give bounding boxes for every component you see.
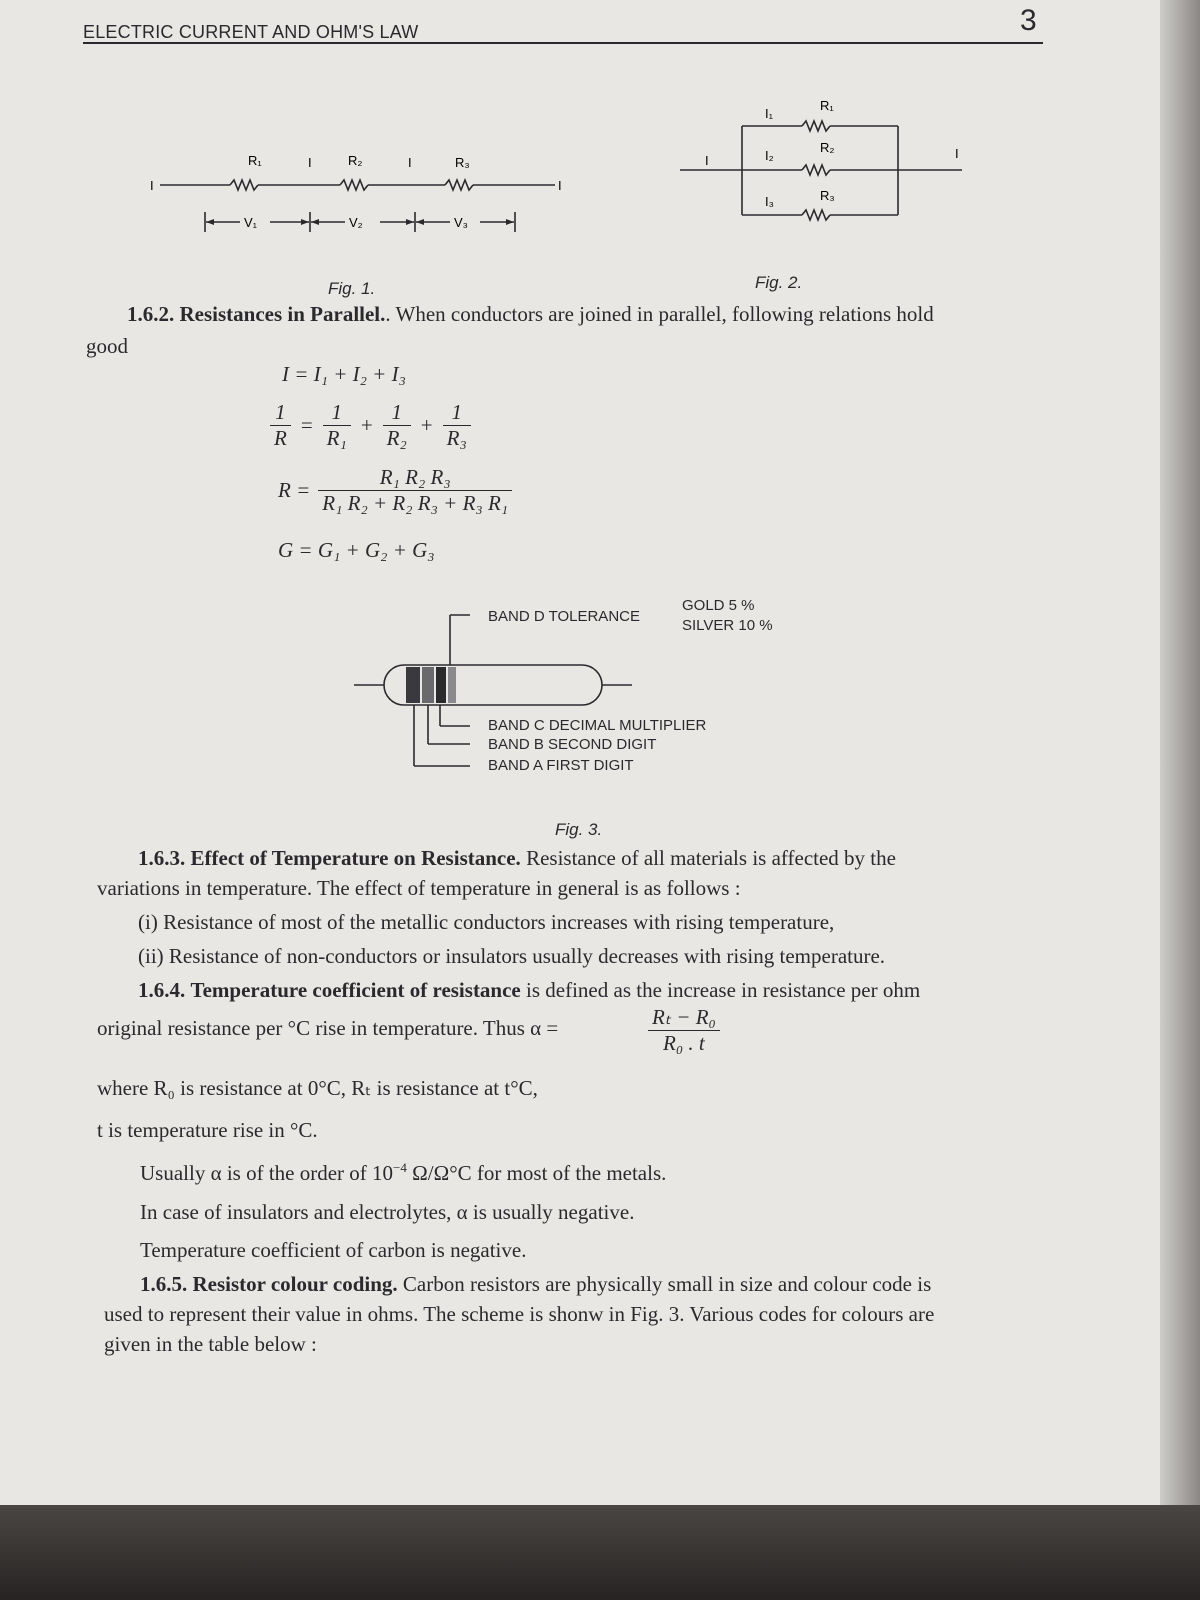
section-163-item-1: (i) Resistance of most of the metallic conductors increases with rising temperature, [138, 910, 835, 934]
eq3-fraction [318, 465, 512, 516]
tolerance-silver-label: SILVER 10 % [682, 617, 773, 634]
resistor-r3-parallel-symbol [802, 210, 830, 220]
eq2-t2-num: 1 [383, 400, 411, 426]
section-165-text-3: given in the table below : [104, 1332, 317, 1356]
fig2-i3-label: I₃ [765, 194, 774, 209]
fig2-i1-label: I₁ [765, 106, 773, 121]
eq2-t2-den: R₂ [386, 426, 407, 450]
eq3-denominator: R₁ R₂ + R₂ R₃ + R₃ R₁ [322, 491, 509, 515]
header-rule [83, 42, 1043, 44]
fig2-i2-label: I₂ [765, 148, 774, 163]
eq3-lhs: R = [278, 478, 311, 502]
usual-alpha-unit: Ω/Ω°C for most of the metals. [406, 1161, 667, 1185]
fig2-r1-label: R₁ [820, 98, 834, 113]
fig1-current-out-label: I [558, 178, 562, 193]
resistor-r1-parallel-symbol [802, 121, 830, 131]
section-165-number: 1.6.5. [140, 1272, 188, 1296]
eq2-term1-fraction [323, 400, 351, 451]
fig1-current-label-2: I [408, 155, 412, 170]
equation-conductance-sum: G = G₁ + G₂ + G₃ [278, 538, 435, 562]
resistor-r1-symbol [230, 180, 258, 190]
section-164-text-1: is defined as the increase in resistance per ohm [520, 978, 921, 1002]
section-163-number: 1.6.3. [138, 846, 186, 870]
section-163-title: Effect of Temperature on Resistance. [190, 846, 521, 870]
band-b-stripe [422, 667, 434, 703]
section-162-text: . When conductors are joined in parallel, following relations hold [385, 302, 934, 326]
section-162-title: Resistances in Parallel. [179, 302, 386, 326]
fig1-caption: Fig. 1. [328, 279, 376, 298]
fig2-r2-label: R₂ [820, 140, 835, 155]
section-164-number: 1.6.4. [138, 978, 186, 1002]
running-title: ELECTRIC CURRENT AND OHM'S LAW [83, 22, 419, 42]
fig2-caption: Fig. 2. [755, 273, 803, 292]
page-number: 3 [1020, 4, 1037, 37]
tolerance-gold-label: GOLD 5 % [682, 597, 755, 614]
section-162-number: 1.6.2. [127, 302, 175, 326]
eq2-lhs-fraction [270, 400, 291, 451]
band-a-stripe [406, 667, 420, 703]
section-164-text-2: original resistance per °C rise in temperature. Thus α = [97, 1016, 559, 1040]
alpha-denominator: R₀ . t [663, 1031, 705, 1055]
band-c-stripe [436, 667, 446, 703]
eq2-t1-den: R₁ [326, 426, 347, 450]
temperature-rise-line: t is temperature rise in °C. [97, 1118, 318, 1142]
resistor-r2-parallel-symbol [802, 165, 830, 175]
eq2-term2-fraction [383, 400, 411, 451]
fig1-r3-label: R₃ [455, 155, 470, 170]
fig3-caption: Fig. 3. [555, 820, 603, 839]
resistor-r3-symbol [445, 180, 473, 190]
equation-reciprocal-resistance: $\frac{1}{R}$ = $\frac{1}{\text{R₁}}$ + $\frac{1}{\text{R₂}}$ + $\frac{1}{\text{R₃}}$ [270, 400, 471, 451]
eq2-term3-fraction [443, 400, 471, 451]
usual-alpha-line [140, 1160, 666, 1186]
alpha-formula-fraction [648, 1005, 720, 1056]
section-163-item-2: (ii) Resistance of non-conductors or insulators usually decreases with rising temperature. [138, 944, 886, 968]
eq2-t1-num: 1 [323, 400, 351, 426]
eq2-t3-den: R₃ [446, 426, 467, 450]
section-164-title: Temperature coefficient of resistance [190, 978, 521, 1002]
page-edge-shadow [1160, 0, 1200, 1510]
section-165-line-1 [140, 1272, 931, 1297]
band-d-stripe [448, 667, 456, 703]
section-162-continuation: good [86, 334, 128, 358]
fig1-v3-label: V₃ [454, 215, 468, 230]
alpha-numerator: Rₜ − R₀ [648, 1005, 720, 1031]
section-163-line-1 [138, 846, 896, 871]
fig1-v1-label: V₁ [244, 215, 258, 230]
carbon-line: Temperature coefficient of carbon is negative. [140, 1238, 527, 1262]
fig1-series-circuit [140, 140, 590, 255]
fig2-current-in-label: I [705, 153, 709, 168]
fig1-r2-label: R₂ [348, 153, 363, 168]
equation-parallel-resistance [278, 465, 512, 516]
fig1-r1-label: R₁ [248, 153, 262, 168]
usual-alpha-text: Usually α is of the order of 10 [140, 1161, 394, 1185]
fig1-v2-label: V₂ [349, 215, 363, 230]
fig2-r3-label: R₃ [820, 188, 835, 203]
section-163-text-2: variations in temperature. The effect of temperature in general is as follows : [97, 876, 741, 900]
band-a-label: BAND A FIRST DIGIT [488, 757, 634, 774]
section-164-line-1 [138, 978, 920, 1003]
insulators-line: In case of insulators and electrolytes, α is usually negative. [140, 1200, 635, 1224]
fig2-parallel-circuit [670, 90, 980, 230]
eq2-lhs-num: 1 [270, 400, 291, 426]
band-d-label: BAND D TOLERANCE [488, 608, 640, 625]
fig1-current-label-1: I [308, 155, 312, 170]
section-165-text-2: used to represent their value in ohms. The scheme is shonw in Fig. 3. Various codes for colours are [104, 1302, 935, 1326]
fig1-current-in-label: I [150, 178, 154, 193]
band-b-label: BAND B SECOND DIGIT [488, 736, 657, 753]
equation-current-sum: I = I₁ + I₂ + I₃ [282, 362, 406, 386]
usual-alpha-exponent: −4 [393, 1160, 407, 1175]
section-165-title: Resistor colour coding. [192, 1272, 398, 1296]
section-162-line [127, 302, 934, 327]
where-line: where R₀ is resistance at 0°C, Rₜ is resistance at t°C, [97, 1076, 538, 1100]
eq3-numerator: R₁ R₂ R₃ [318, 465, 512, 491]
section-163-text-1: Resistance of all materials is affected by the [520, 846, 896, 870]
band-c-label: BAND C DECIMAL MULTIPLIER [488, 717, 707, 734]
eq2-t3-num: 1 [443, 400, 471, 426]
resistor-r2-symbol [340, 180, 368, 190]
eq2-lhs-den: R [274, 426, 287, 450]
fig2-current-out-label: I [955, 146, 959, 161]
table-surface [0, 1505, 1200, 1600]
section-165-text-1: Carbon resistors are physically small in size and colour code is [397, 1272, 932, 1296]
